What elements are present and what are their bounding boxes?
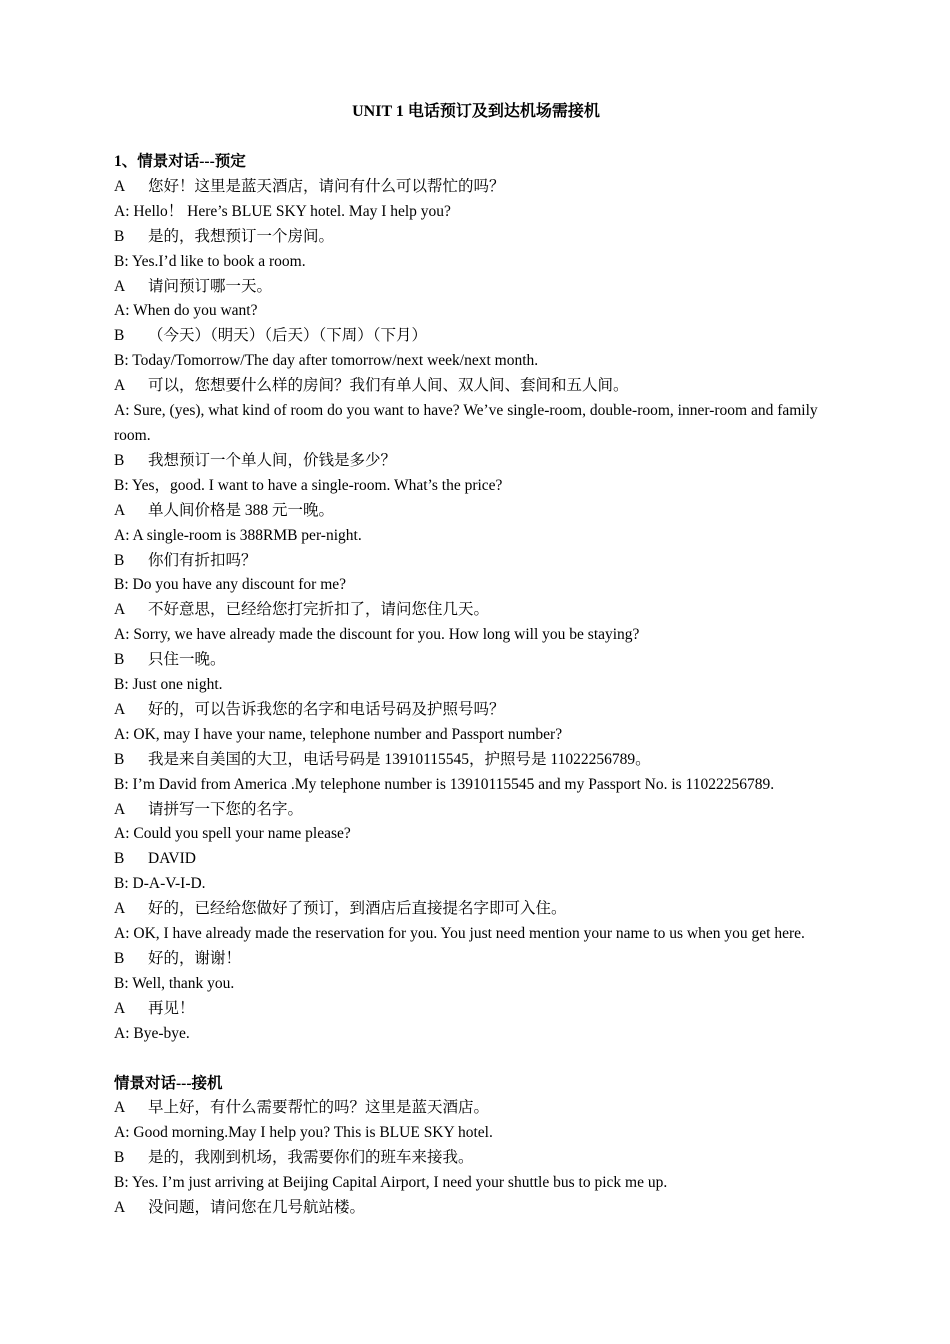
dialogue-line-english: [114, 972, 838, 997]
line-text: B: Today/Tomorrow/The day after tomorrow/next week/next month.: [114, 352, 539, 370]
speaker-label: A: [114, 700, 126, 718]
dialogue-line-chinese: [114, 748, 838, 773]
line-text: B: D-A-V-I-D.: [114, 875, 206, 893]
line-text: A: A single-room is 388RMB per-night.: [114, 526, 362, 544]
line-text: 可以，您想要什么样的房间？我们有单人间、双人间、套间和五人间。: [148, 377, 629, 395]
line-text: 早上好，有什么需要帮忙的吗？这里是蓝天酒店。: [148, 1099, 490, 1117]
dialogue-line-chinese: [114, 798, 838, 823]
dialogue-sections: [114, 150, 838, 1221]
speaker-label: B: [114, 451, 125, 469]
speaker-label: A: [114, 377, 126, 395]
line-text: B: Yes. I’m just arriving at Beijing Capital Airport, I need your shuttle bus to pick me up.: [114, 1174, 668, 1192]
dialogue-line-english: [114, 872, 838, 897]
speaker-label: B: [114, 1149, 125, 1167]
speaker-label: A: [114, 999, 126, 1017]
dialogue-line-english: [114, 822, 838, 847]
dialogue-line-english: [114, 299, 838, 324]
document-title: UNIT 1 电话预订及到达机场需接机: [352, 103, 600, 120]
line-text: A: Good morning.May I help you? This is BLUE SKY hotel.: [114, 1124, 493, 1142]
dialogue-line-chinese: [114, 1096, 838, 1121]
line-text: 您好！这里是蓝天酒店，请问有什么可以帮忙的吗？: [148, 177, 505, 195]
dialogue-line-chinese: [114, 648, 838, 673]
line-text: B: Well, thank you.: [114, 974, 235, 992]
line-text: B: Do you have any discount for me?: [114, 576, 347, 594]
dialogue-line-chinese: [114, 698, 838, 723]
line-text: 不好意思，已经给您打完折扣了，请问您住几天。: [148, 601, 490, 619]
dialogue-line-english: [114, 1171, 838, 1196]
dialogue-line-english: [114, 1121, 838, 1146]
line-text: 没问题，请问您在几号航站楼。: [148, 1199, 366, 1217]
speaker-label: A: [114, 900, 126, 918]
dialogue-line-chinese: [114, 225, 838, 250]
speaker-label: B: [114, 651, 125, 669]
dialogue-line-english: [114, 623, 838, 648]
line-text: 单人间价格是 388 元一晚。: [148, 501, 335, 519]
dialogue-line-chinese: [114, 598, 838, 623]
speaker-label: A: [114, 1199, 126, 1217]
dialogue-line-chinese: [114, 275, 838, 300]
dialogue-line-english: [114, 200, 838, 225]
document-page: [114, 100, 838, 1221]
section-heading: 情景对话---接机: [114, 1074, 223, 1092]
dialogue-line-chinese: [114, 175, 838, 200]
section-heading: 1、情景对话---预定: [114, 153, 246, 170]
line-text: A: Hello！ Here’s BLUE SKY hotel. May I help you?: [114, 202, 451, 220]
dialogue-line-chinese: [114, 449, 838, 474]
line-text: 只住一晚。: [148, 651, 226, 669]
line-text: A: When do you want?: [114, 302, 258, 320]
line-text: A: Sorry, we have already made the discount for you. How long will you be staying?: [114, 626, 640, 644]
speaker-label: B: [114, 227, 125, 245]
dialogue-line-chinese: [114, 499, 838, 524]
dialogue-line-english: [114, 474, 838, 499]
line-text: DAVID: [148, 850, 196, 868]
line-text: 请问预订哪一天。: [148, 277, 273, 295]
dialogue-line-english: [114, 673, 838, 698]
speaker-label: B: [114, 850, 125, 868]
dialogue-line-chinese: [114, 374, 838, 399]
line-text: 我是来自美国的大卫，电话号码是 13910115545，护照号是 11022256789。: [148, 750, 651, 768]
line-text: B: Just one night.: [114, 676, 223, 694]
line-text: 是的，我想预订一个房间。: [148, 227, 335, 245]
line-text: 好的，谢谢！: [148, 950, 242, 967]
line-text: 你们有折扣吗？: [148, 551, 257, 569]
speaker-label: A: [114, 1099, 126, 1117]
speaker-label: A: [114, 501, 126, 519]
line-text: 再见！: [148, 999, 195, 1017]
line-text: A: OK, I have already made the reservation for you. You just need mention your name to us when you get here.: [114, 925, 805, 943]
dialogue-line-english: [114, 922, 838, 947]
speaker-label: A: [114, 277, 126, 295]
dialogue-line-english: [114, 1022, 838, 1047]
section-gap: [114, 1047, 838, 1072]
dialogue-line-english: [114, 773, 838, 798]
speaker-label: B: [114, 950, 125, 967]
dialogue-line-english: [114, 399, 838, 449]
line-text: 我想预订一个单人间，价钱是多少？: [148, 451, 397, 469]
line-text: 请拼写一下您的名字。: [148, 800, 304, 818]
line-text: 好的，可以告诉我您的名字和电话号码及护照号吗？: [148, 700, 505, 718]
line-text: B: I’m David from America .My telephone number is 13910115545 and my Passport No. is 11022256789.: [114, 775, 775, 793]
speaker-label: B: [114, 327, 125, 345]
speaker-label: A: [114, 800, 126, 818]
line-text: A: Could you spell your name please?: [114, 825, 351, 843]
dialogue-line-chinese: [114, 997, 838, 1022]
line-text: （今天）（明天）（后天）（下周）（下月）: [148, 327, 428, 345]
line-text: A: Sure, (yes), what kind of room do you want to have? We’ve single-room, double-room, inner-room and family room.: [114, 402, 818, 444]
dialogue-line-chinese: [114, 1196, 838, 1221]
line-text: 是的，我刚到机场，我需要你们的班车来接我。: [148, 1149, 474, 1167]
line-text: A: Bye-bye.: [114, 1024, 190, 1042]
dialogue-line-chinese: [114, 897, 838, 922]
speaker-label: A: [114, 177, 126, 195]
dialogue-line-english: [114, 349, 838, 374]
speaker-label: B: [114, 551, 125, 569]
dialogue-line-chinese: [114, 1146, 838, 1171]
dialogue-line-english: [114, 723, 838, 748]
dialogue-line-english: [114, 573, 838, 598]
line-text: A: OK, may I have your name, telephone number and Passport number?: [114, 725, 563, 743]
speaker-label: A: [114, 601, 126, 619]
dialogue-line-chinese: [114, 549, 838, 574]
dialogue-line-english: [114, 250, 838, 275]
line-text: B: Yes，good. I want to have a single-room. What’s the price?: [114, 476, 503, 494]
dialogue-line-english: [114, 524, 838, 549]
speaker-label: B: [114, 750, 125, 768]
line-text: B: Yes.I’d like to book a room.: [114, 252, 306, 270]
dialogue-line-chinese: [114, 847, 838, 872]
dialogue-line-chinese: [114, 324, 838, 349]
dialogue-line-chinese: [114, 947, 838, 972]
line-text: 好的，已经给您做好了预订，到酒店后直接提名字即可入住。: [148, 900, 567, 918]
